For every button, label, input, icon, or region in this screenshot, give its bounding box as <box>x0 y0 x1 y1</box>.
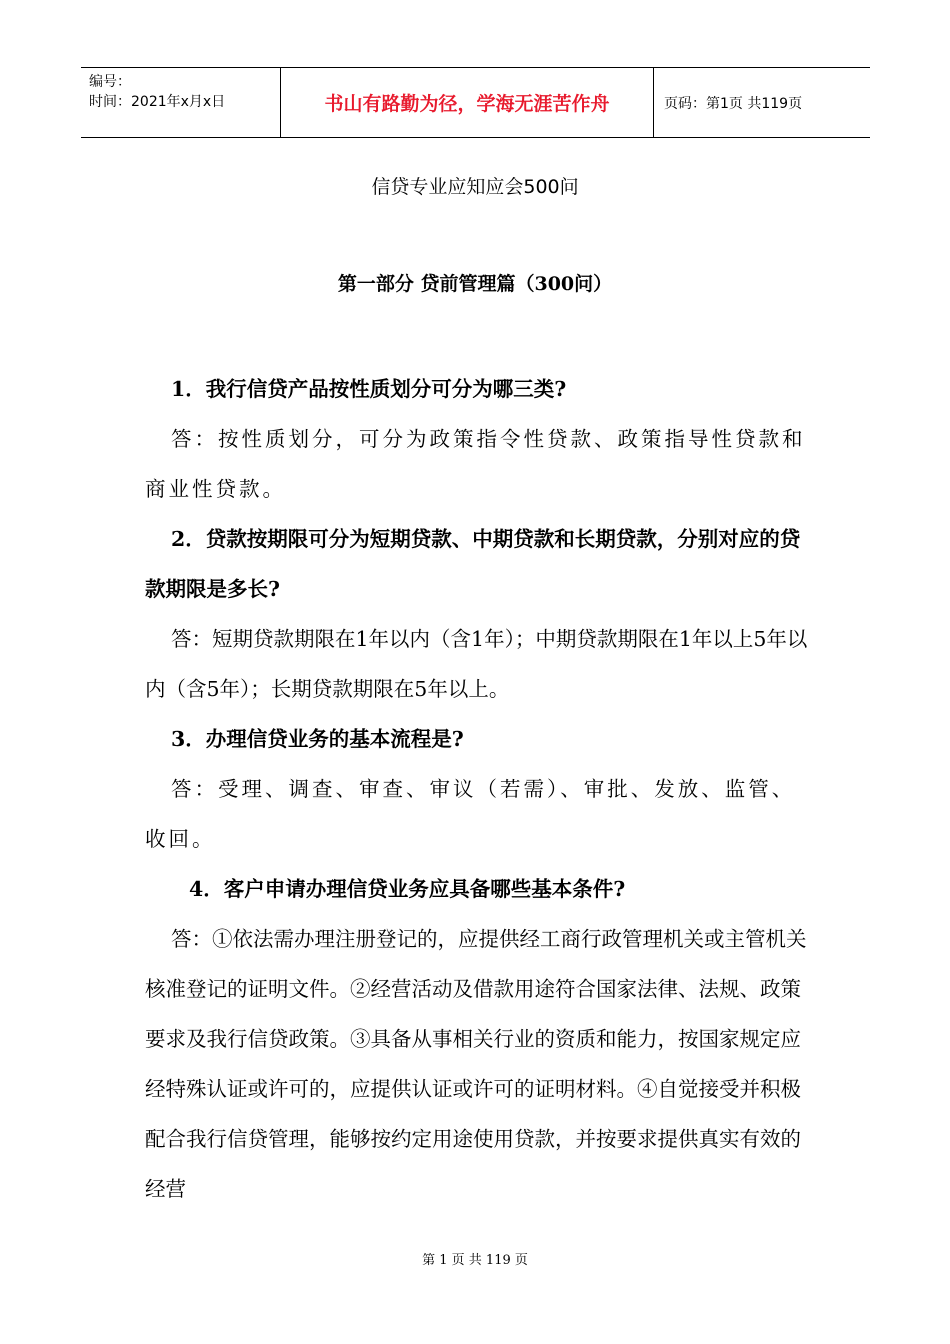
document-title: 信贷专业应知应会500问 <box>371 176 579 198</box>
header-left-cell <box>81 68 281 137</box>
qa-content <box>145 364 813 1214</box>
time-label: 时间：2021年x月x日 <box>89 94 226 110</box>
part-title: 第一部分 贷前管理篇（300问） <box>337 273 613 295</box>
answer-3: 答：受理、调查、审查、审议（若需）、审批、发放、监管、收回。 <box>145 777 796 851</box>
answer-4: 答：①依法需办理注册登记的，应提供经工商行政管理机关或主管机关核准登记的证明文件。②经营活动及借款用途符合国家法律、法规、政策要求及我行信贷政策。③具备从事相关行业的资质和能力，按国家规定应经特殊认证或许可的，应提供认证或许可的证明材料。④自觉接受并积极配合我行信贷管理，能够按约定用途使用贷款，并按要求提供真实有效的经营 <box>145 927 807 1201</box>
page-footer: 第 1 页 共 119 页 <box>422 1253 528 1268</box>
number-label: 编号： <box>89 74 131 90</box>
header-page-info: 页码：第1页 共119页 <box>664 95 803 112</box>
question-3: 3．办理信贷业务的基本流程是? <box>171 727 464 751</box>
answer-2: 答：短期贷款期限在1年以内（含1年）；中期贷款期限在1年以上5年以内（含5年）；长期贷款期限在5年以上。 <box>145 627 808 701</box>
header-table <box>81 67 870 138</box>
answer-1: 答：按性质划分，可分为政策指令性贷款、政策指导性贷款和商业性贷款。 <box>145 427 806 501</box>
question-1: 1．我行信贷产品按性质划分可分为哪三类? <box>171 377 567 401</box>
header-motto: 书山有路勤为径，学海无涯苦作舟 <box>281 68 654 137</box>
question-2: 2．贷款按期限可分为短期贷款、中期贷款和长期贷款，分别对应的贷款期限是多长? <box>145 527 801 601</box>
question-4: 4．客户申请办理信贷业务应具备哪些基本条件? <box>189 877 626 901</box>
